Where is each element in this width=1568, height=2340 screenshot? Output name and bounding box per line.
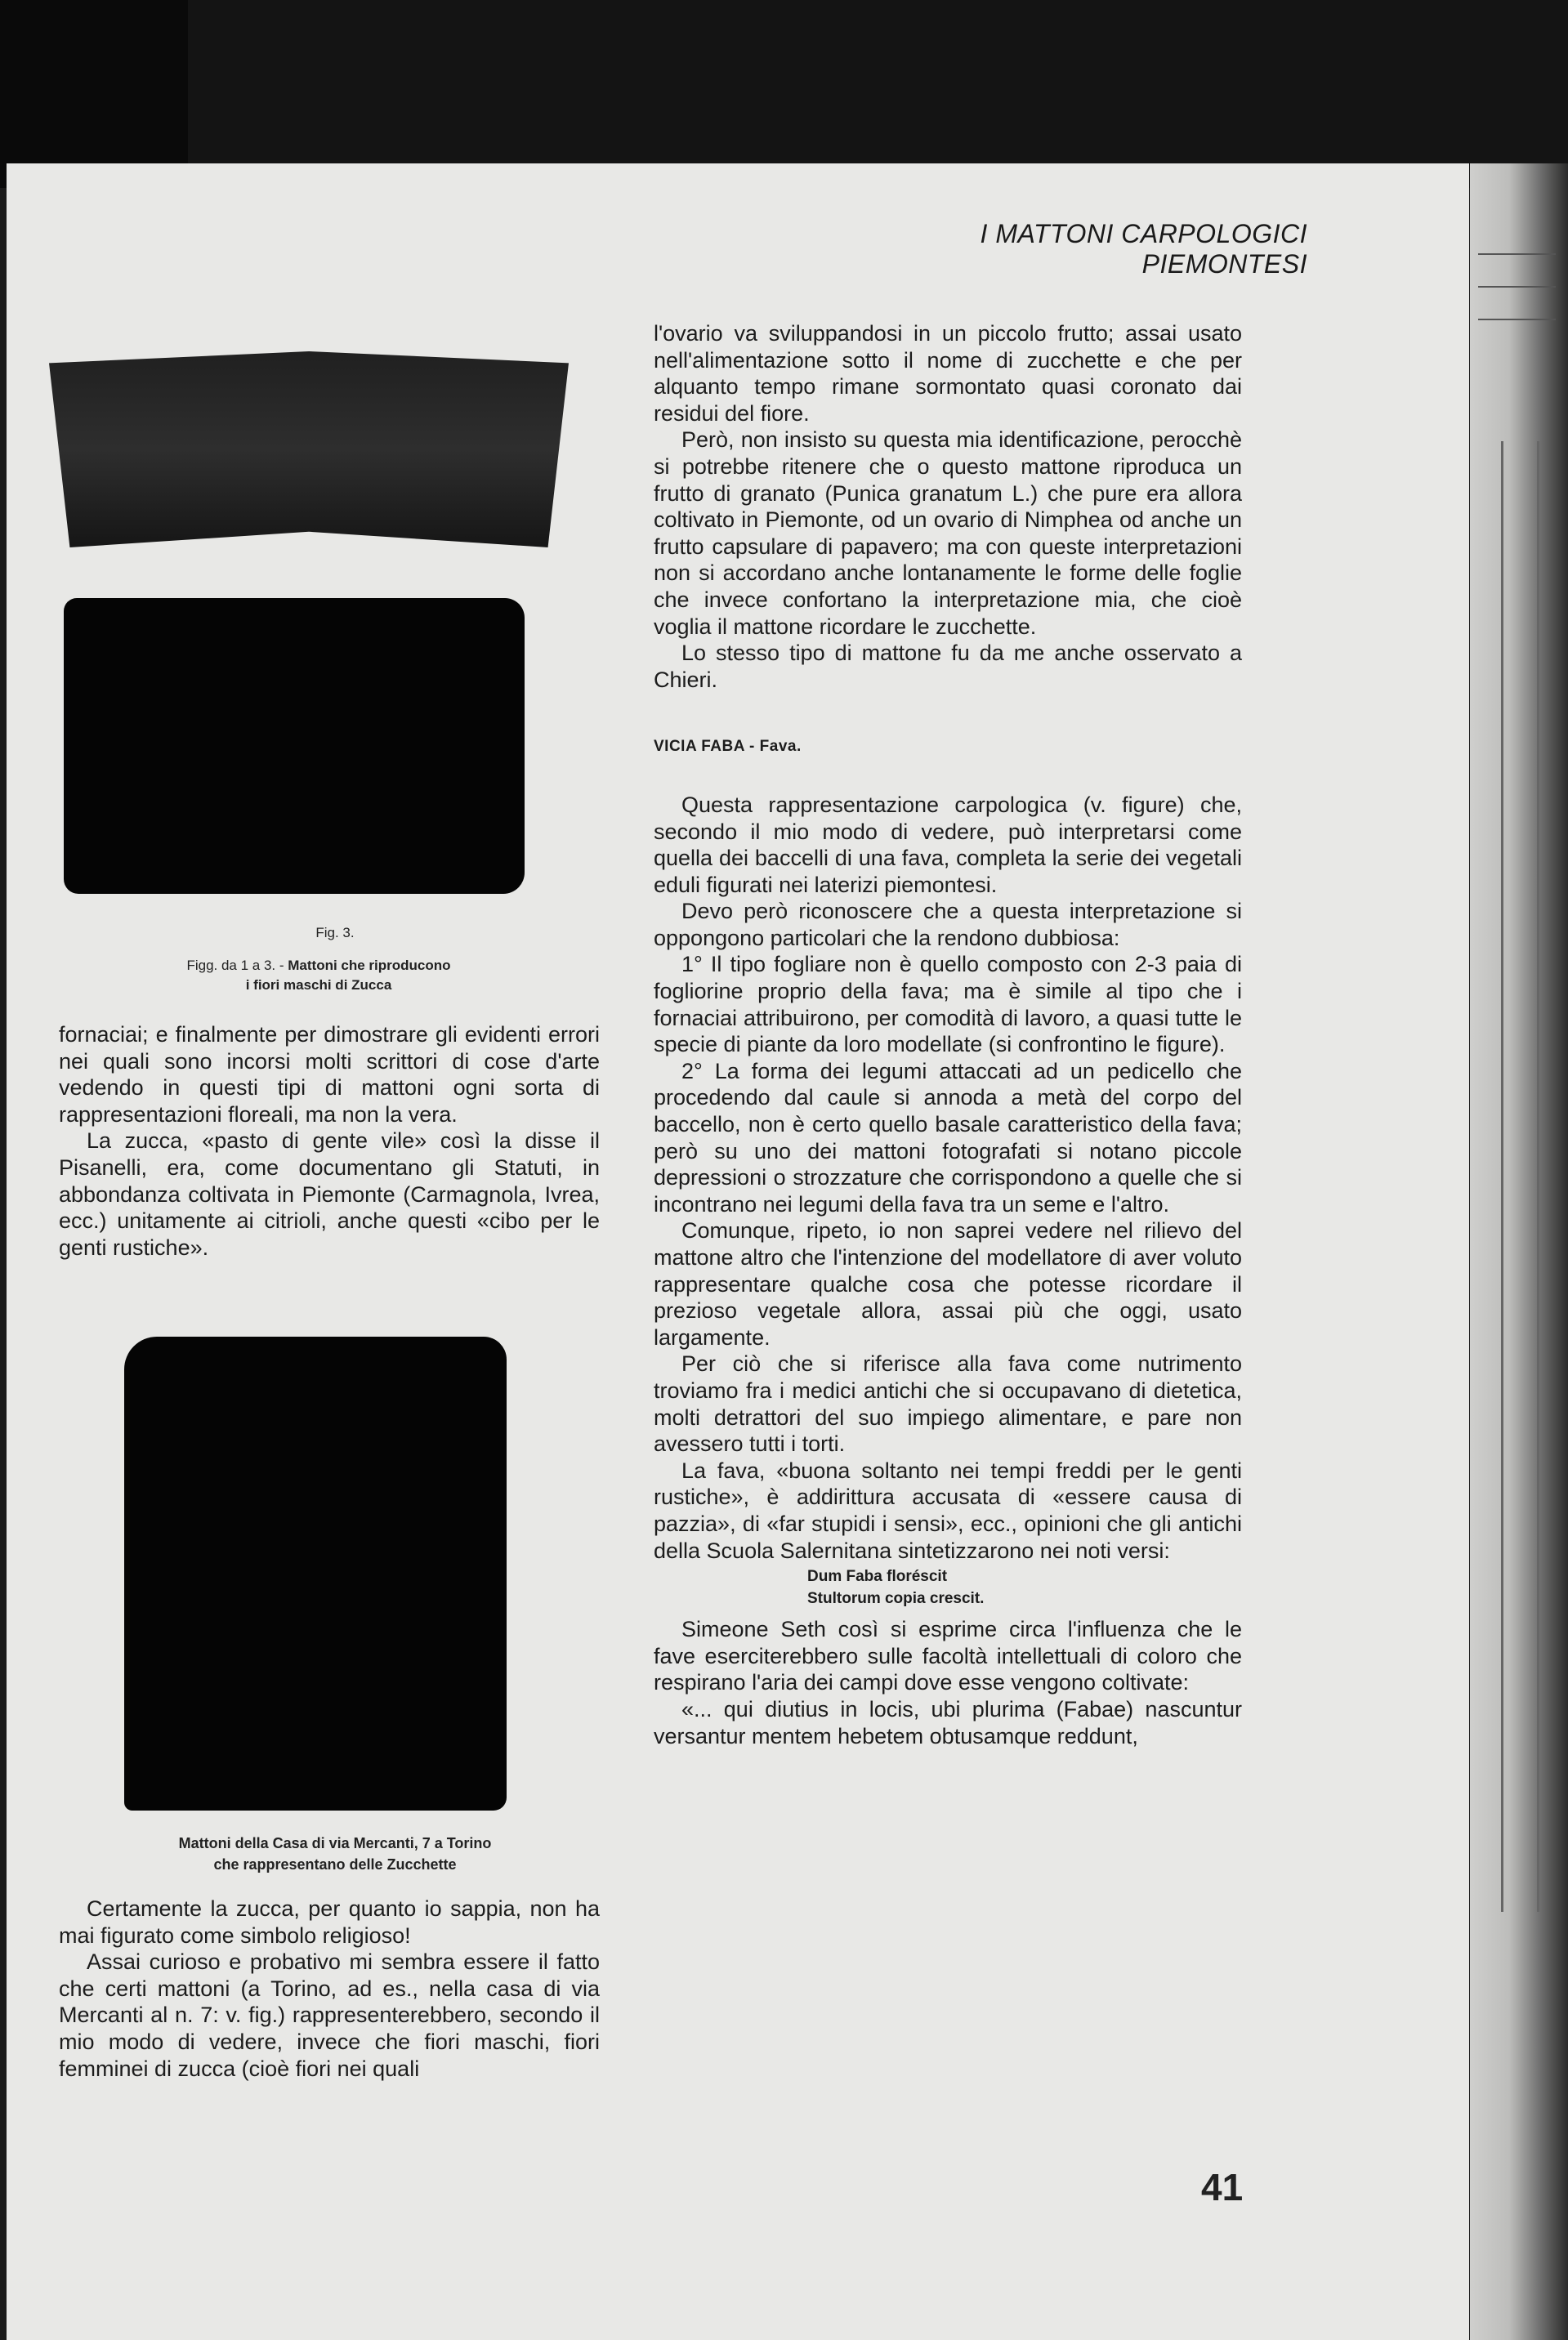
paragraph: La zucca, «pasto di gente vile» così la disse il Pisanelli, era, come documentano gli Statuti, in abbondanza coltivata in Piemonte (Carmagnola, Ivrea, ecc.) unitamente ai citrioli, anche questi «cibo per le genti rustiche». xyxy=(59,1128,600,1260)
right-column xyxy=(654,320,1242,1749)
left-column-lower xyxy=(59,1896,600,2082)
figure-caption-2 xyxy=(65,1833,605,1875)
paragraph: Comunque, ripeto, io non saprei vedere nel rilievo del mattone altro che l'intenzione del modellatore di aver voluto rappresentare qualche cosa che potesse ricordare il prezioso vegetale allora, assai più che oggi, usato largamente. xyxy=(654,1218,1242,1350)
caption-part-c: i fiori maschi di Zucca xyxy=(245,977,392,993)
paragraph: La fava, «buona soltanto nei tempi freddi per le genti rustiche», è addirittura accusata di «essere causa di pazzia», di «far stupidi i sensi», ecc., opinioni che gli antichi della Scuola Salernitana sintetizzarono nei noti versi: xyxy=(654,1458,1242,1563)
figure-brick-photo-zucchette xyxy=(124,1337,507,1811)
paragraph: Lo stesso tipo di mattone fu da me anche osservato a Chieri. xyxy=(654,641,1242,692)
paragraph: 2° La forma dei legumi attaccati ad un pedicello che procedendo dal caule si annoda a metà del corpo del baccello, non è certo quello basale caratteristico della fava; però su uno dei mattoni fotografati si notano piccole depressioni o strozzature che corrispondono a quelle che si incontrano nei legumi della fava tra un seme e l'altro. xyxy=(654,1058,1242,1217)
figure-label: Fig. 3. xyxy=(315,925,355,940)
scan-dark-border xyxy=(0,0,1568,188)
facing-page-edge xyxy=(1470,163,1568,2340)
left-column-upper xyxy=(59,1021,600,1261)
paragraph: l'ovario va sviluppandosi in un piccolo frutto; assai usato nell'alimentazione sotto il nome di zucchette e che per alquanto tempo rimane sormontato quasi coronato dai residui del fiore. xyxy=(654,321,1242,426)
caption-part-a: Figg. da 1 a 3. - xyxy=(186,958,284,973)
scan-corner-shadow xyxy=(0,0,188,188)
running-header: I MATTONI CARPOLOGICI PIEMONTESI xyxy=(980,219,1307,279)
paragraph: Simeone Seth così si esprime circa l'influenza che le fave eserciterebbero sulle facoltà intellettuali di coloro che respirano l'aria dei campi dove esse vengono coltivate: xyxy=(654,1617,1242,1695)
paragraph: Questa rappresentazione carpologica (v. figure) che, secondo il mio modo di vedere, può interpretarsi come quella dei baccelli di una fava, completa la serie dei vegetali eduli figurati nei laterizi piemontesi. xyxy=(654,792,1242,897)
paragraph: «... qui diutius in locis, ubi plurima (Fabae) nascuntur versantur mentem hebetem obtusamque reddunt, xyxy=(654,1696,1242,1748)
caption-line: che rappresentano delle Zucchette xyxy=(213,1856,457,1873)
paragraph: Certamente la zucca, per quanto io sappia, non ha mai figurato come simbolo religioso! xyxy=(59,1896,600,1948)
paragraph: Per ciò che si riferisce alla fava come nutrimento troviamo fra i medici antichi che si occupavano di dietetica, molti detrattori del suo impiego alimentare, e pare non avessero tutti i torti. xyxy=(654,1351,1242,1457)
section-heading: VICIA FABA - Fava. xyxy=(654,738,802,756)
latin-verse xyxy=(807,1565,1242,1610)
paragraph: Assai curioso e probativo mi sembra essere il fatto che certi mattoni (a Torino, ad es., nella casa di via Mercanti al n. 7: v. fig.) rappresenterebbero, secondo il mio modo di vedere, invece che fiori maschi, fiori femminei di zucca (cioè fiori nei quali xyxy=(59,1949,600,2081)
figure-caption-1 xyxy=(74,956,564,995)
verse-line: Dum Faba floréscit xyxy=(807,1568,948,1586)
paragraph: fornaciai; e finalmente per dimostrare gli evidenti errori nei quali sono incorsi molti scrittori di cose d'arte vedendo in questi tipi di mattoni ogni sorta di rappresentazioni floreali, ma non la vera. xyxy=(59,1022,600,1127)
figure-brick-curved-photo xyxy=(49,351,569,547)
figure-brick-photo-3 xyxy=(64,598,525,894)
caption-line: Mattoni della Casa di via Mercanti, 7 a Torino xyxy=(178,1835,492,1851)
paragraph: Però, non insisto su questa mia identificazione, perocchè si potrebbe ritenere che o questo mattone riproduca un frutto di granato (Punica granatum L.) che pure era allora coltivato in Piemonte, od un ovario di Nimphea od anche un frutto capsulare di papavero; ma con queste interpretazioni non si accordano anche lontanamente le forme delle foglie che invece confortano la interpretazione mia, che cioè voglia il mattone ricordare le zucchette. xyxy=(654,427,1242,639)
paragraph: Devo però riconoscere che a questa interpretazione si oppongono particolari che la rendono dubbiosa: xyxy=(654,899,1242,950)
verse-line: Stultorum copia crescit. xyxy=(807,1590,985,1608)
paragraph: 1° Il tipo fogliare non è quello composto con 2-3 paia di fogliorine proprio della fava; ma è simile al tipo che i fornaciai attribuirono, per comodità di lavoro, a quasi tutte le specie di piante da loro modellate (si confrontino le figure). xyxy=(654,952,1242,1057)
caption-part-b: Mattoni che riproducono xyxy=(288,958,451,973)
page-number: 41 xyxy=(1201,2166,1244,2208)
